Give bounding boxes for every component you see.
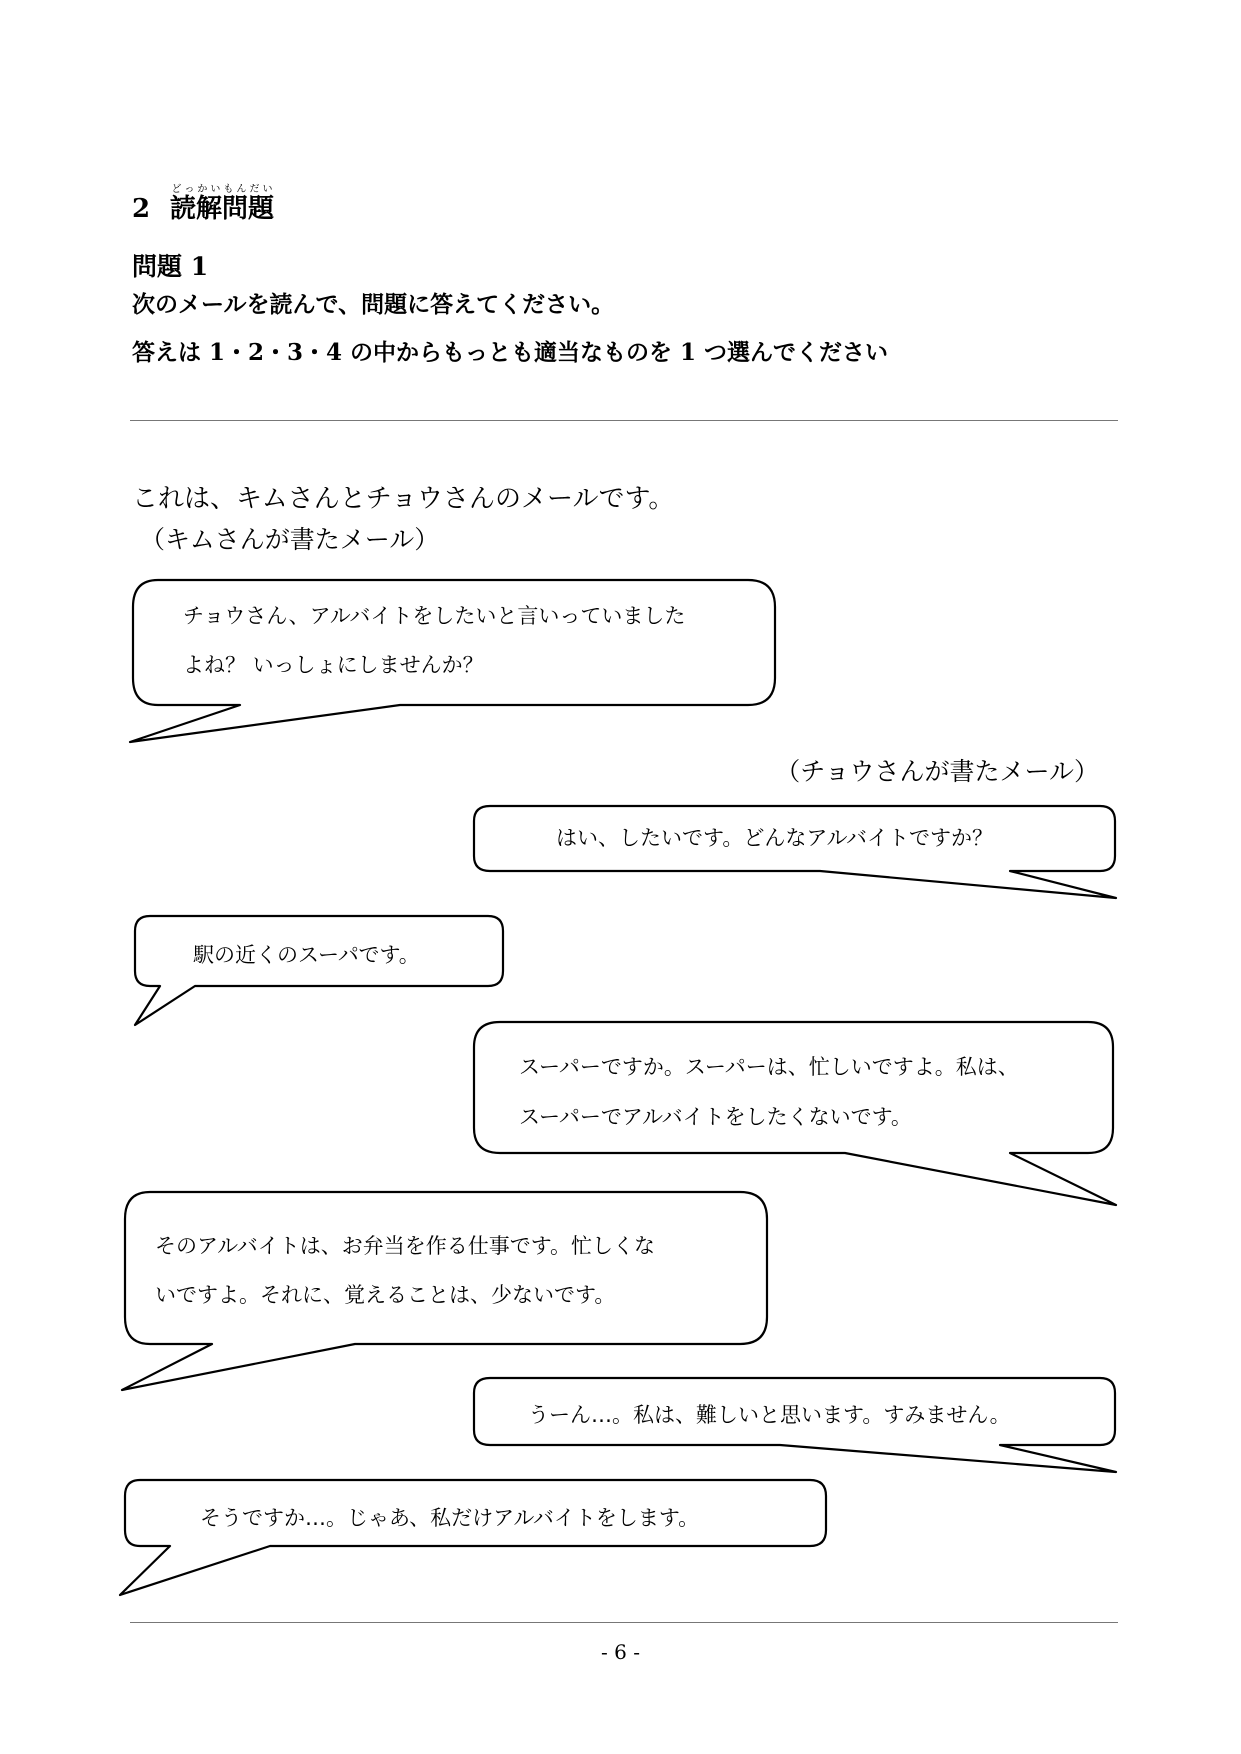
section-number: 2 xyxy=(132,194,151,224)
instruction-line-2: 答えは 1・2・3・4 の中からもっとも適当なものを 1 つ選んでください xyxy=(132,339,889,366)
intro-text: これは、キムさんとチョウさんのメールです。 xyxy=(132,484,675,514)
bubble-1-line-2: よね？ いっしょにしませんか？ xyxy=(183,653,484,677)
bubble-7-line-1: そうですか…。じゃあ、私だけアルバイトをします。 xyxy=(200,1506,700,1530)
bubble-3-outline xyxy=(135,916,503,1025)
bubble-7-outline xyxy=(120,1480,826,1595)
bubble-2-outline xyxy=(474,806,1116,898)
bubble-4-line-1: スーパーですか。スーパーは、忙しいですよ。私は、 xyxy=(519,1055,1019,1079)
section-title-text: 読解問題 xyxy=(170,194,275,224)
divider-bottom xyxy=(130,1622,1118,1623)
bubble-5-line-1: そのアルバイトは、お弁当を作る仕事です。忙しくな xyxy=(155,1234,656,1258)
bubble-2-line-1: はい、したいです。どんなアルバイトですか？ xyxy=(556,826,994,850)
page-number: - 6 - xyxy=(601,1640,640,1664)
bubble-1-line-1: チョウさん、アルバイトをしたいと言いっていました xyxy=(183,604,686,628)
bubble-5-line-2: いですよ。それに、覚えることは、少ないです。 xyxy=(155,1283,616,1307)
instruction-line-1: 次のメールを読んで、問題に答えてください。 xyxy=(132,291,615,318)
bubble-3-line-1: 駅の近くのスーパです。 xyxy=(193,943,420,967)
problem-label: 問題 1 xyxy=(132,252,209,281)
bubble-6-line-1: うーん…。私は、難しいと思います。すみません。 xyxy=(528,1403,1011,1427)
bubble-4-line-2: スーパーでアルバイトをしたくないです。 xyxy=(519,1105,912,1129)
caption-kim: （キムさんが書たメール） xyxy=(140,525,440,554)
caption-chou: （チョウさんが書たメール） xyxy=(775,757,1099,786)
section-title-reading: どっかいもんだい xyxy=(170,184,274,195)
